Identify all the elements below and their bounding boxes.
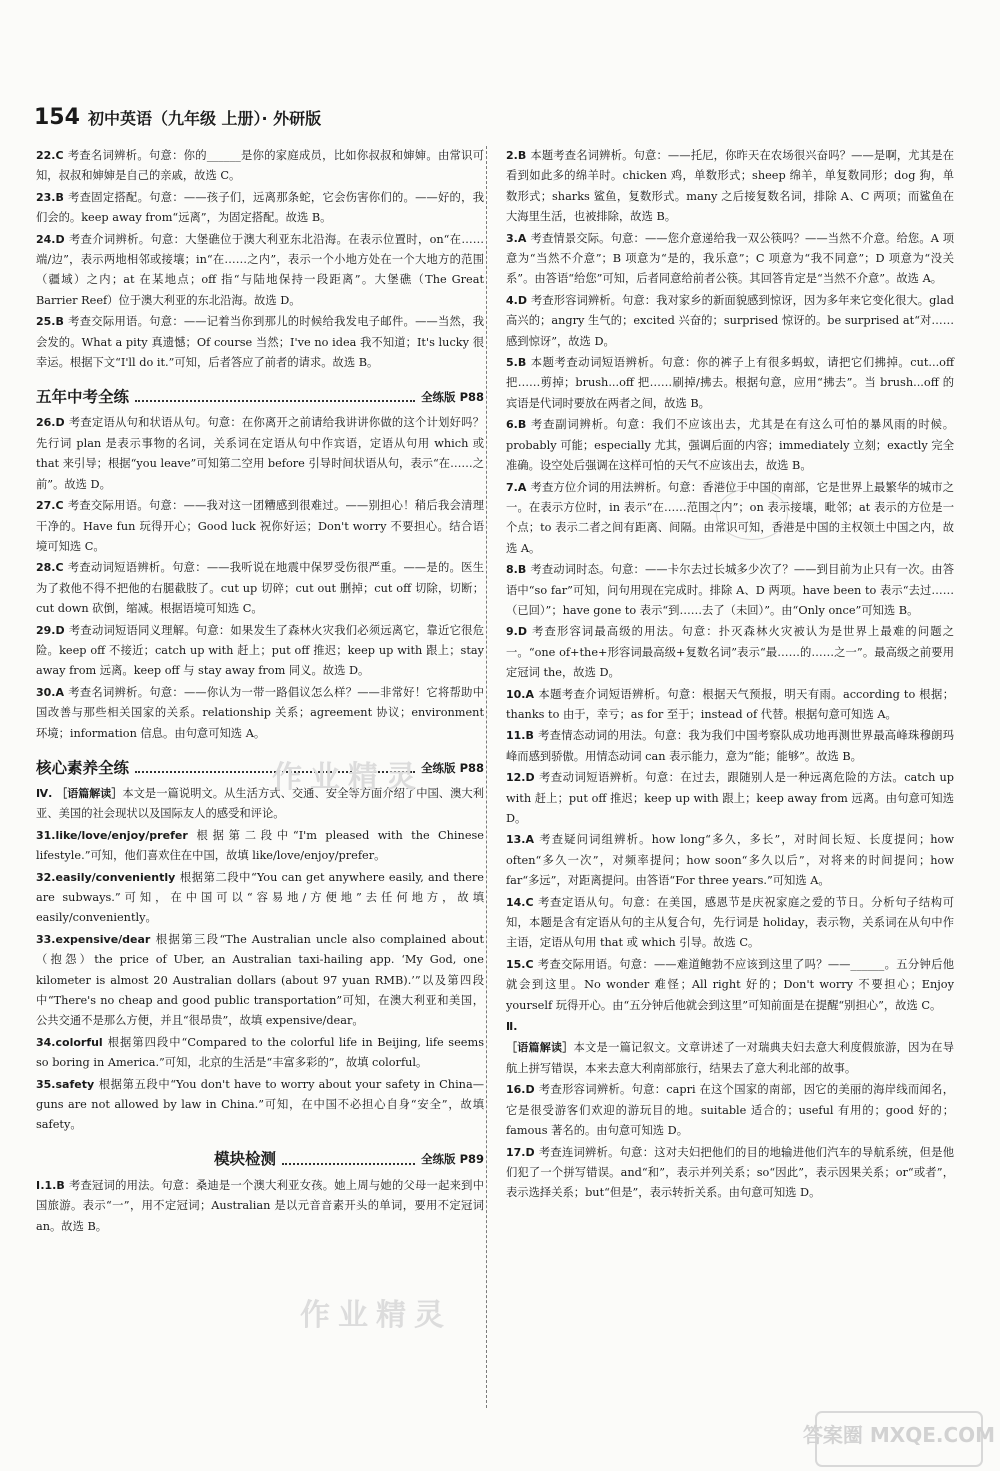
answer-number: Ⅱ.: [506, 1020, 518, 1034]
answer-item: [36, 496, 484, 557]
section-heading: [36, 1144, 484, 1170]
answer-item: [36, 146, 484, 187]
passage-tag: ［语篇解读］: [56, 786, 123, 800]
answer-number: 25.B: [36, 315, 64, 329]
dot-leader: [135, 400, 415, 402]
answer-item: [506, 291, 954, 352]
answer-item: [36, 188, 484, 229]
answer-number: 13.A: [506, 833, 534, 847]
answer-number: 34.colorful: [36, 1035, 103, 1049]
answer-number: 15.C: [506, 957, 534, 971]
column-divider: [486, 146, 487, 1408]
answer-explanation: 考查名词辨析。句意：——你认为一带一路倡议怎么样？——非常好！它将帮助中国改善与那些相关国家的关系。relationship 关系；agreement 协议；environment 环境；information 信息。由句意可知选 A。: [36, 685, 484, 740]
left-column: [36, 146, 484, 1238]
answer-item: [36, 312, 484, 373]
dot-leader: [282, 1163, 415, 1165]
answer-item: [506, 893, 954, 954]
answer-item: [36, 930, 484, 1032]
answer-number: 23.B: [36, 190, 64, 204]
answer-explanation: 考查连词辨析。句意：这对夫妇把他们的目的地输进他们汽车的导航系统，但是他们犯了一个拼写错误。and“和”，表示并列关系；so“因此”，表示因果关系；or“或者”，表示选择关系；but“但是”，表示转折关系。由句意可知选 D。: [506, 1145, 954, 1200]
answer-number: 7.A: [506, 480, 527, 494]
answer-number: 9.D: [506, 625, 527, 639]
answer-number: 14.C: [506, 895, 534, 909]
answer-explanation: 考查动词短语同义理解。句意：如果发生了森林火灾我们必须远离它，靠近它很危险。keep off 不接近；catch up with 赶上；put off 推迟；keep up with 跟上；stay away from 远离。keep off 与 stay away from 同义。故选 D。: [36, 623, 484, 678]
answer-item: [36, 1075, 484, 1136]
section-page-ref: 全练版 P88: [421, 390, 484, 405]
answer-item: [506, 768, 954, 829]
answer-number: 17.D: [506, 1145, 535, 1159]
answer-number: 28.C: [36, 561, 64, 575]
answer-item: [36, 1176, 484, 1237]
section-heading: [36, 381, 484, 407]
answer-number: 2.B: [506, 149, 527, 162]
answer-item: [506, 830, 954, 891]
answer-explanation: 根据第二段中“You can get anywhere easily, and there are subways.”可知，在中国可以“容易地/方便地”去任何地方，故填 easily/conveniently。: [36, 870, 484, 925]
answer-number: Ⅰ.1.B: [36, 1178, 65, 1192]
answer-item: [506, 1038, 954, 1079]
answer-number: 3.A: [506, 231, 527, 245]
book-title: 初中英语（九年级 上册）· 外研版: [87, 108, 322, 128]
answer-item: [506, 726, 954, 767]
answer-number: 10.A: [506, 687, 534, 701]
answer-explanation: 考查副词辨析。句意：我们不应该出去，尤其是在有这么可怕的暴风雨的时候。probably 可能；especially 尤其，强调后面的内容；immediately 立刻；exactly 完全准确。设空处后强调在这样可怕的天气不应该出去，故选 B。: [506, 418, 954, 473]
corner-logo: [802, 1410, 996, 1468]
answer-number: 32.easily/conveniently: [36, 870, 176, 884]
answer-number: 5.B: [506, 356, 527, 370]
answer-explanation: 根据第二段中“I'm pleased with the Chinese lifestyle.”可知，他们喜欢住在中国，故填 like/love/enjoy/prefer。: [36, 828, 484, 863]
answer-number: 29.D: [36, 623, 65, 637]
answer-explanation: 考查疑问词组辨析。how long“多久，多长”，对时间长短、长度提问；how often“多久一次”，对频率提问；how soon“多久以后”，对将来的时间提问；how far“多远”，对距离提问。由答语“For three years.”可知选 A。: [506, 833, 954, 888]
answer-number: 11.B: [506, 729, 534, 743]
answer-item: [506, 1080, 954, 1141]
answer-item: [506, 622, 954, 683]
answer-number: 33.expensive/dear: [36, 932, 151, 946]
answer-number: 31.like/love/enjoy/prefer: [36, 828, 188, 842]
section-page-ref: 全练版 P89: [421, 1152, 484, 1167]
answer-item: [36, 826, 484, 867]
page-header: [34, 100, 321, 134]
passage-tag: ［语篇解读］: [506, 1041, 574, 1055]
answer-explanation: 考查动词时态。句意：——卡尔去过长城多少次了？——到目前为止只有一次。由答语中“so far”可知，问句用现在完成时。排除 A、D 两项。have been to 表示“去过……（已回）”；have gone to 表示“到……去了（未回）”。由“Only once”可知选 B。: [506, 563, 954, 617]
answer-explanation: 考查交际用语。句意：——记着当你到那儿的时候给我发电子邮件。——当然，我会发的。What a pity 真遗憾；Of course 当然；I've no idea 我不知道；It's lucky 很幸运。根据下文“I'll do it.”可知，后者答应了前者的请求。故选 B。: [36, 315, 484, 370]
answer-number: 12.D: [506, 771, 535, 785]
answer-explanation: 考查情景交际。句意：——您介意递给我一双公筷吗？——当然不介意。给您。A 项意为“当然不介意”；B 项意为“是的，我乐意”；C 项意为“我不同意”；D 项意为“没关系”。由答语“给您”可知，后者同意给前者公筷。其回答肯定是“当然不介意”。故选 A。: [506, 231, 954, 286]
answer-explanation: 考查定语从句和状语从句。句意：在你离开之前请给我讲讲你做的这个计划好吗？先行词 plan 是表示事物的名词，关系词在定语从句中作宾语，定语从句用 which 或 that 来引导；根据“you leave”可知第二空用 before 引导时间状语从句，表示“在……之前”。故选 D。: [36, 416, 484, 491]
answer-explanation: 根据第五段中“You don't have to worry about your safety in China—guns are not allowed by law in China.”可知，在中国不必担心自身“安全”，故填 safety。: [36, 1077, 484, 1132]
answer-number: Ⅳ.: [36, 786, 53, 800]
answer-number: 35.safety: [36, 1077, 95, 1091]
section-title: 模块检测: [214, 1150, 277, 1169]
answer-item: [36, 621, 484, 682]
answer-explanation: 考查名词辨析。句意：你的______是你的家庭成员，比如你叔叔和婶婶。由常识可知，叔叔和婶婶是自己的亲戚，故选 C。: [36, 149, 484, 183]
answer-item: [506, 353, 954, 414]
corner-logo-text: 答案圈 MXQE.COM: [802, 1423, 996, 1447]
answer-explanation: 考查形容词最高级的用法。句意：扑灭森林火灾被认为是世界上最难的问题之一。“one of+the+形容词最高级+复数名词”表示“最……的……之一”。最高级之前要用定冠词 the，故选 D。: [506, 625, 954, 680]
stamp-mark: [716, 488, 788, 540]
answer-number: 22.C: [36, 149, 64, 162]
answer-explanation: 考查形容词辨析。句意：capri 在这个国家的南部，因它的美丽的海岸线而闻名，它是很受游客们欢迎的游玩目的地。suitable 适合的；useful 有用的；good 好的；famous 著名的。由句意可知选 D。: [506, 1083, 954, 1138]
answer-explanation: 考查固定搭配。句意：——孩子们，远离那条蛇，它会伤害你们的。——好的，我们会的。keep away from“远离”，为固定搭配。故选 B。: [36, 190, 484, 225]
answer-explanation: 本文是一篇记叙文。文章讲述了一对瑞典夫妇去意大利度假旅游，因为在导航上拼写错误，本来去意大利南部旅行，结果去了意大利北部的故事。: [506, 1041, 954, 1075]
page-number: 154: [34, 104, 80, 130]
answer-item: [36, 413, 484, 495]
section-page-ref: 全练版 P88: [421, 760, 484, 775]
answer-item: [506, 1143, 954, 1204]
answer-item: [506, 560, 954, 621]
answer-item: [36, 683, 484, 744]
answer-explanation: 考查形容词辨析。句意：我对家乡的新面貌感到惊讶，因为多年来它变化很大。glad 高兴的；angry 生气的；excited 兴奋的；surprised 惊讶的。be surprised at“对……感到惊讶”，故选 D。: [506, 293, 954, 348]
answer-number: 27.C: [36, 499, 64, 513]
answer-explanation: 考查情态动词的用法。句意：我为我们中国考察队成功地再测世界最高峰珠穆朗玛峰而感到骄傲。用情态动词 can 表示能力，意为“能；能够”。故选 B。: [506, 729, 954, 763]
answer-explanation: 本文是一篇说明文。从生活方式、交通、安全等方面介绍了中国、澳大利亚、美国的社会现状以及国际友人的感受和评论。: [36, 786, 485, 821]
answer-explanation: 根据第三段“The Australian uncle also complained about（抱怨）the price of Uber, an Australian taxi-hailing app. ‘My God, one kilometer is almost 20 Australian dollars (about 97 yuan RMB).’”以及第四段中“There's no cheap and good public transportation”可知，在澳大利亚和美国，公共交通不是那么方便，并且“很昂贵”，故填 expensive/dear。: [36, 932, 484, 1028]
answer-explanation: 考查冠词的用法。句意：桑迪是一个澳大利亚女孩。她上周与她的父母一起来到中国旅游。表示“一”，用不定冠词；Australian 是以元音音素开头的单词，要用不定冠词 an。故选 B。: [36, 1178, 484, 1233]
answer-explanation: 考查动词短语辨析。句意：——我听说在地震中保罗受伤很严重。——是的。医生为了救他不得不把他的右腿截肢了。cut up 切碎；cut out 删掉；cut off 切除，切断；cut down 砍倒，缩减。根据语境可知选 C。: [36, 561, 484, 616]
answer-number: 16.D: [506, 1083, 535, 1097]
answer-item: [506, 685, 954, 726]
answer-explanation: 考查交际用语。句意：——难道鲍勃不应该到这里了吗？——______。五分钟后他就会到这里。No wonder 难怪；All right 好的；Don't worry 不要担心；Enjoy yourself 玩得开心。由“五分钟后他就会到这里”可知前面是在提醒“别担心”，故选 C。: [506, 957, 954, 1012]
answer-item: [506, 229, 954, 290]
answer-number: 8.B: [506, 563, 527, 577]
answer-explanation: 本题考查名词辨析。句意：——托尼，你昨天在农场很兴奋吗？——是啊，尤其是在看到如此多的绵羊时。chicken 鸡，单数形式；sheep 绵羊，单复数同形；dog 狗，单数形式；sharks 鲨鱼，复数形式。many 之后接复数名词，排除 A、C 两项；而鲨鱼在大海里生活，也被排除，故选 B。: [506, 149, 954, 224]
answer-number: 30.A: [36, 685, 64, 699]
answer-explanation: 考查介词辨析。句意：大堡礁位于澳大利亚东北沿海。在表示位置时，on“在……端/边”，表示两地相邻或接壤；in“在……之内”，表示一个小地方处在一个大地方的范围（疆域）之内；at 在某地点；off 指“与陆地保持一段距离”。大堡礁（The Great Barrier Reef）位于澳大利亚的东北沿海。故选 D。: [36, 232, 484, 307]
answer-explanation: 考查交际用语。句意：——我对这一团糟感到很难过。——别担心！稍后我会清理干净的。Have fun 玩得开心；Good luck 祝你好运；Don't worry 不要担心。结合语境可知选 C。: [36, 499, 484, 553]
answer-item: [36, 868, 484, 929]
answer-explanation: 考查方位介词的用法辨析。句意：香港位于中国的南部，它是世界上最繁华的城市之一。在表示方位时，in 表示“在……范围之内”；on 表示接壤，毗邻；at 表示的方位是一个点；to 表示二者之间有距离、间隔。由常识可知，香港是中国的主权领土中国之内，故选 A。: [506, 480, 954, 555]
answer-explanation: 考查动词短语辨析。句意：在过去，跟随别人是一种远离危险的方法。catch up with 赶上；put off 推迟；keep up with 跟上；keep away from 远离。由句意可知选 D。: [506, 771, 954, 825]
answer-item: [36, 558, 484, 619]
answer-explanation: 本题考查动词短语辨析。句意：你的裤子上有很多蚂蚁，请把它们拂掉。cut...off 把……剪掉；brush...off 把……刷掉/拂去。根据句意，应用“拂去”。当 brush...off 的宾语是代词时要放在两者之间，故选 B。: [506, 356, 954, 410]
answer-number: 24.D: [36, 232, 65, 246]
answer-item: [506, 1017, 954, 1037]
answer-explanation: 根据第四段中“Compared to the colorful life in Beijing, life seems so boring in America.”可知，北京的生活是“丰富多彩的”，故填 colorful。: [36, 1035, 484, 1070]
answer-item: [506, 955, 954, 1016]
answer-explanation: 本题考查介词短语辨析。句意：根据天气预报，明天有雨。according to 根据；thanks to 由于，幸亏；as for 至于；instead of 代替。根据句意可知选 A。: [506, 687, 954, 721]
answer-number: 4.D: [506, 293, 527, 307]
section-title: 五年中考全练: [36, 388, 130, 407]
answer-item: [506, 415, 954, 476]
section-title: 核心素养全练: [36, 758, 130, 777]
watermark: 作业精灵: [272, 760, 424, 795]
answer-item: [506, 146, 954, 228]
answer-number: 26.D: [36, 416, 65, 430]
right-column: [506, 146, 954, 1205]
answer-item: [36, 1033, 484, 1074]
answer-explanation: 考查定语从句。句意：在美国，感恩节是庆祝家庭之爱的节日。分析句子结构可知，本题是含有定语从句的主从复合句，先行词是 holiday，表示物，关系词在从句中作主语，定语从句用 that 或 which 引导。故选 C。: [506, 895, 954, 950]
answer-item: [36, 230, 484, 312]
answer-number: 6.B: [506, 418, 527, 432]
watermark: 作业精灵: [300, 1298, 452, 1333]
